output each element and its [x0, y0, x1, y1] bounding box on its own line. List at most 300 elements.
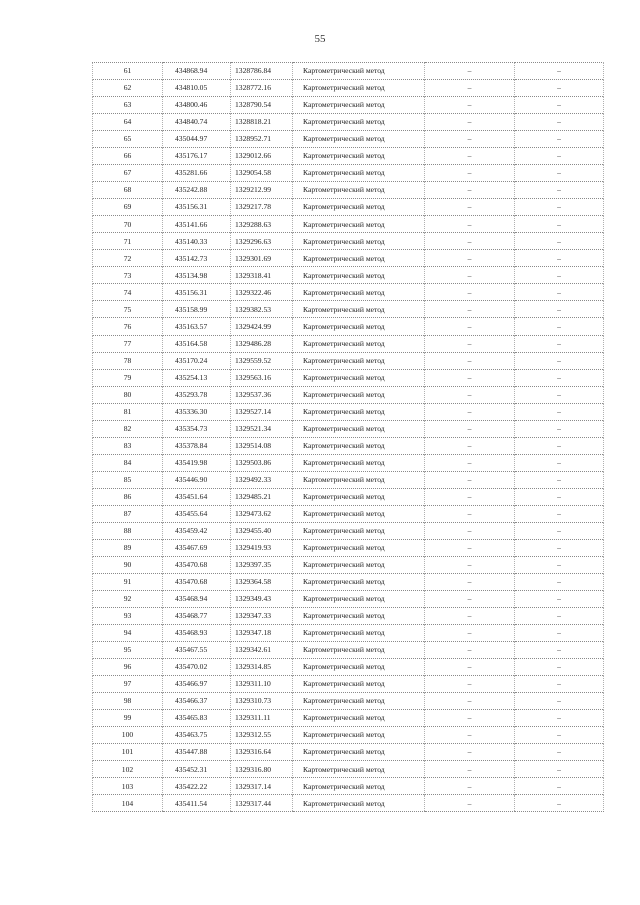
- point-number-cell: 61: [93, 63, 163, 80]
- description-cell: –: [515, 420, 604, 437]
- method-cell: Картометрический метод: [293, 471, 425, 488]
- description-cell: –: [515, 795, 604, 812]
- method-cell: Картометрический метод: [293, 625, 425, 642]
- point-number-cell: 70: [93, 216, 163, 233]
- method-cell: Картометрический метод: [293, 369, 425, 386]
- table-row: [93, 676, 604, 693]
- coordinates-table: [92, 62, 604, 812]
- accuracy-cell: –: [425, 148, 515, 165]
- accuracy-cell: –: [425, 97, 515, 114]
- description-cell: –: [515, 97, 604, 114]
- table-row: [93, 318, 604, 335]
- table-row: [93, 642, 604, 659]
- table-row: [93, 80, 604, 97]
- accuracy-cell: –: [425, 403, 515, 420]
- method-cell: Картометрический метод: [293, 454, 425, 471]
- x-coordinate-cell: 435354.73: [163, 420, 231, 437]
- x-coordinate-cell: 435281.66: [163, 165, 231, 182]
- table-row: [93, 352, 604, 369]
- description-cell: –: [515, 437, 604, 454]
- description-cell: –: [515, 216, 604, 233]
- table-row: [93, 165, 604, 182]
- y-coordinate-cell: 1329397.35: [231, 556, 293, 573]
- point-number-cell: 64: [93, 114, 163, 131]
- accuracy-cell: –: [425, 676, 515, 693]
- method-cell: Картометрический метод: [293, 693, 425, 710]
- y-coordinate-cell: 1329382.53: [231, 301, 293, 318]
- point-number-cell: 89: [93, 539, 163, 556]
- accuracy-cell: –: [425, 625, 515, 642]
- table-row: [93, 114, 604, 131]
- method-cell: Картометрический метод: [293, 386, 425, 403]
- accuracy-cell: –: [425, 522, 515, 539]
- table-row: [93, 659, 604, 676]
- point-number-cell: 63: [93, 97, 163, 114]
- description-cell: –: [515, 352, 604, 369]
- y-coordinate-cell: 1329314.85: [231, 659, 293, 676]
- x-coordinate-cell: 435419.98: [163, 454, 231, 471]
- x-coordinate-cell: 435336.30: [163, 403, 231, 420]
- description-cell: –: [515, 233, 604, 250]
- description-cell: –: [515, 659, 604, 676]
- table-row: [93, 727, 604, 744]
- point-number-cell: 87: [93, 505, 163, 522]
- table-row: [93, 795, 604, 812]
- x-coordinate-cell: 435293.78: [163, 386, 231, 403]
- accuracy-cell: –: [425, 539, 515, 556]
- y-coordinate-cell: 1329316.64: [231, 744, 293, 761]
- description-cell: –: [515, 522, 604, 539]
- point-number-cell: 83: [93, 437, 163, 454]
- method-cell: Картометрический метод: [293, 199, 425, 216]
- point-number-cell: 68: [93, 182, 163, 199]
- y-coordinate-cell: 1329424.99: [231, 318, 293, 335]
- y-coordinate-cell: 1329317.44: [231, 795, 293, 812]
- table-row: [93, 761, 604, 778]
- accuracy-cell: –: [425, 710, 515, 727]
- description-cell: –: [515, 148, 604, 165]
- method-cell: Картометрический метод: [293, 267, 425, 284]
- accuracy-cell: –: [425, 488, 515, 505]
- point-number-cell: 74: [93, 284, 163, 301]
- description-cell: –: [515, 454, 604, 471]
- accuracy-cell: –: [425, 454, 515, 471]
- x-coordinate-cell: 435142.73: [163, 250, 231, 267]
- point-number-cell: 79: [93, 369, 163, 386]
- method-cell: Картометрический метод: [293, 522, 425, 539]
- description-cell: –: [515, 250, 604, 267]
- table-row: [93, 148, 604, 165]
- description-cell: –: [515, 505, 604, 522]
- accuracy-cell: –: [425, 80, 515, 97]
- description-cell: –: [515, 710, 604, 727]
- method-cell: Картометрический метод: [293, 505, 425, 522]
- page-number: 55: [314, 33, 326, 45]
- accuracy-cell: –: [425, 386, 515, 403]
- y-coordinate-cell: 1329527.14: [231, 403, 293, 420]
- point-number-cell: 95: [93, 642, 163, 659]
- y-coordinate-cell: 1329342.61: [231, 642, 293, 659]
- description-cell: –: [515, 284, 604, 301]
- method-cell: Картометрический метод: [293, 795, 425, 812]
- point-number-cell: 72: [93, 250, 163, 267]
- method-cell: Картометрический метод: [293, 233, 425, 250]
- x-coordinate-cell: 435141.66: [163, 216, 231, 233]
- point-number-cell: 92: [93, 590, 163, 607]
- description-cell: –: [515, 403, 604, 420]
- method-cell: Картометрический метод: [293, 556, 425, 573]
- y-coordinate-cell: 1329364.58: [231, 573, 293, 590]
- x-coordinate-cell: 435470.68: [163, 573, 231, 590]
- method-cell: Картометрический метод: [293, 573, 425, 590]
- method-cell: Картометрический метод: [293, 659, 425, 676]
- description-cell: –: [515, 114, 604, 131]
- method-cell: Картометрический метод: [293, 80, 425, 97]
- y-coordinate-cell: 1329312.55: [231, 727, 293, 744]
- point-number-cell: 78: [93, 352, 163, 369]
- method-cell: Картометрический метод: [293, 676, 425, 693]
- accuracy-cell: –: [425, 642, 515, 659]
- table-row: [93, 284, 604, 301]
- point-number-cell: 84: [93, 454, 163, 471]
- table-row: [93, 539, 604, 556]
- point-number-cell: 62: [93, 80, 163, 97]
- y-coordinate-cell: 1329316.80: [231, 761, 293, 778]
- y-coordinate-cell: 1329347.33: [231, 608, 293, 625]
- point-number-cell: 69: [93, 199, 163, 216]
- description-cell: –: [515, 80, 604, 97]
- table-row: [93, 267, 604, 284]
- x-coordinate-cell: 435254.13: [163, 369, 231, 386]
- x-coordinate-cell: 435164.58: [163, 335, 231, 352]
- accuracy-cell: –: [425, 301, 515, 318]
- table-row: [93, 505, 604, 522]
- description-cell: –: [515, 165, 604, 182]
- accuracy-cell: –: [425, 744, 515, 761]
- table-row: [93, 778, 604, 795]
- y-coordinate-cell: 1329559.52: [231, 352, 293, 369]
- accuracy-cell: –: [425, 250, 515, 267]
- method-cell: Картометрический метод: [293, 744, 425, 761]
- y-coordinate-cell: 1329212.99: [231, 182, 293, 199]
- accuracy-cell: –: [425, 556, 515, 573]
- x-coordinate-cell: 435378.84: [163, 437, 231, 454]
- method-cell: Картометрический метод: [293, 437, 425, 454]
- y-coordinate-cell: 1328818.21: [231, 114, 293, 131]
- accuracy-cell: –: [425, 727, 515, 744]
- x-coordinate-cell: 435422.22: [163, 778, 231, 795]
- table-row: [93, 199, 604, 216]
- x-coordinate-cell: 435470.68: [163, 556, 231, 573]
- accuracy-cell: –: [425, 778, 515, 795]
- table-row: [93, 301, 604, 318]
- description-cell: –: [515, 573, 604, 590]
- description-cell: –: [515, 625, 604, 642]
- accuracy-cell: –: [425, 165, 515, 182]
- accuracy-cell: –: [425, 573, 515, 590]
- point-number-cell: 73: [93, 267, 163, 284]
- description-cell: –: [515, 301, 604, 318]
- accuracy-cell: –: [425, 335, 515, 352]
- point-number-cell: 81: [93, 403, 163, 420]
- description-cell: –: [515, 318, 604, 335]
- description-cell: –: [515, 778, 604, 795]
- x-coordinate-cell: 435156.31: [163, 199, 231, 216]
- description-cell: –: [515, 63, 604, 80]
- x-coordinate-cell: 435465.83: [163, 710, 231, 727]
- table-row: [93, 233, 604, 250]
- y-coordinate-cell: 1329217.78: [231, 199, 293, 216]
- x-coordinate-cell: 435140.33: [163, 233, 231, 250]
- y-coordinate-cell: 1329311.10: [231, 676, 293, 693]
- method-cell: Картометрический метод: [293, 284, 425, 301]
- point-number-cell: 103: [93, 778, 163, 795]
- table-row: [93, 710, 604, 727]
- table-row: [93, 97, 604, 114]
- x-coordinate-cell: 435242.88: [163, 182, 231, 199]
- point-number-cell: 65: [93, 131, 163, 148]
- accuracy-cell: –: [425, 199, 515, 216]
- y-coordinate-cell: 1328772.16: [231, 80, 293, 97]
- table-row: [93, 488, 604, 505]
- x-coordinate-cell: 435447.88: [163, 744, 231, 761]
- y-coordinate-cell: 1329521.34: [231, 420, 293, 437]
- table-row: [93, 693, 604, 710]
- accuracy-cell: –: [425, 608, 515, 625]
- method-cell: Картометрический метод: [293, 301, 425, 318]
- point-number-cell: 88: [93, 522, 163, 539]
- point-number-cell: 96: [93, 659, 163, 676]
- x-coordinate-cell: 434800.46: [163, 97, 231, 114]
- point-number-cell: 75: [93, 301, 163, 318]
- table-row: [93, 590, 604, 607]
- table-row: [93, 625, 604, 642]
- accuracy-cell: –: [425, 420, 515, 437]
- description-cell: –: [515, 642, 604, 659]
- description-cell: –: [515, 608, 604, 625]
- table-row: [93, 471, 604, 488]
- point-number-cell: 77: [93, 335, 163, 352]
- accuracy-cell: –: [425, 471, 515, 488]
- method-cell: Картометрический метод: [293, 335, 425, 352]
- table-row: [93, 131, 604, 148]
- method-cell: Картометрический метод: [293, 63, 425, 80]
- y-coordinate-cell: 1329318.41: [231, 267, 293, 284]
- method-cell: Картометрический метод: [293, 182, 425, 199]
- description-cell: –: [515, 727, 604, 744]
- x-coordinate-cell: 435467.69: [163, 539, 231, 556]
- table-row: [93, 573, 604, 590]
- method-cell: Картометрический метод: [293, 250, 425, 267]
- point-number-cell: 91: [93, 573, 163, 590]
- y-coordinate-cell: 1329492.33: [231, 471, 293, 488]
- point-number-cell: 93: [93, 608, 163, 625]
- table-row: [93, 386, 604, 403]
- method-cell: Картометрический метод: [293, 131, 425, 148]
- x-coordinate-cell: 434868.94: [163, 63, 231, 80]
- x-coordinate-cell: 435156.31: [163, 284, 231, 301]
- table-row: [93, 216, 604, 233]
- description-cell: –: [515, 267, 604, 284]
- method-cell: Картометрический метод: [293, 642, 425, 659]
- point-number-cell: 66: [93, 148, 163, 165]
- y-coordinate-cell: 1329537.36: [231, 386, 293, 403]
- x-coordinate-cell: 435463.75: [163, 727, 231, 744]
- y-coordinate-cell: 1329473.62: [231, 505, 293, 522]
- point-number-cell: 100: [93, 727, 163, 744]
- x-coordinate-cell: 435466.97: [163, 676, 231, 693]
- description-cell: –: [515, 471, 604, 488]
- y-coordinate-cell: 1329503.86: [231, 454, 293, 471]
- description-cell: –: [515, 693, 604, 710]
- x-coordinate-cell: 435467.55: [163, 642, 231, 659]
- table-row: [93, 63, 604, 80]
- x-coordinate-cell: 435134.98: [163, 267, 231, 284]
- description-cell: –: [515, 488, 604, 505]
- table-row: [93, 608, 604, 625]
- point-number-cell: 102: [93, 761, 163, 778]
- y-coordinate-cell: 1329485.21: [231, 488, 293, 505]
- point-number-cell: 99: [93, 710, 163, 727]
- method-cell: Картометрический метод: [293, 352, 425, 369]
- point-number-cell: 67: [93, 165, 163, 182]
- y-coordinate-cell: 1329054.58: [231, 165, 293, 182]
- x-coordinate-cell: 435158.99: [163, 301, 231, 318]
- accuracy-cell: –: [425, 63, 515, 80]
- accuracy-cell: –: [425, 369, 515, 386]
- x-coordinate-cell: 435468.93: [163, 625, 231, 642]
- method-cell: Картометрический метод: [293, 97, 425, 114]
- accuracy-cell: –: [425, 590, 515, 607]
- x-coordinate-cell: 435459.42: [163, 522, 231, 539]
- x-coordinate-cell: 435468.77: [163, 608, 231, 625]
- x-coordinate-cell: 435455.64: [163, 505, 231, 522]
- table-row: [93, 335, 604, 352]
- point-number-cell: 80: [93, 386, 163, 403]
- point-number-cell: 98: [93, 693, 163, 710]
- method-cell: Картометрический метод: [293, 539, 425, 556]
- y-coordinate-cell: 1328790.54: [231, 97, 293, 114]
- method-cell: Картометрический метод: [293, 710, 425, 727]
- y-coordinate-cell: 1329301.69: [231, 250, 293, 267]
- y-coordinate-cell: 1329419.93: [231, 539, 293, 556]
- coordinates-table-body: [93, 63, 604, 812]
- accuracy-cell: –: [425, 659, 515, 676]
- accuracy-cell: –: [425, 216, 515, 233]
- y-coordinate-cell: 1328952.71: [231, 131, 293, 148]
- table-row: [93, 182, 604, 199]
- description-cell: –: [515, 386, 604, 403]
- accuracy-cell: –: [425, 284, 515, 301]
- point-number-cell: 86: [93, 488, 163, 505]
- y-coordinate-cell: 1329563.16: [231, 369, 293, 386]
- accuracy-cell: –: [425, 505, 515, 522]
- method-cell: Картометрический метод: [293, 590, 425, 607]
- y-coordinate-cell: 1329311.11: [231, 710, 293, 727]
- x-coordinate-cell: 434810.05: [163, 80, 231, 97]
- y-coordinate-cell: 1329455.40: [231, 522, 293, 539]
- method-cell: Картометрический метод: [293, 403, 425, 420]
- description-cell: –: [515, 182, 604, 199]
- y-coordinate-cell: 1329349.43: [231, 590, 293, 607]
- y-coordinate-cell: 1329514.08: [231, 437, 293, 454]
- point-number-cell: 71: [93, 233, 163, 250]
- description-cell: –: [515, 590, 604, 607]
- table-row: [93, 454, 604, 471]
- table-row: [93, 744, 604, 761]
- x-coordinate-cell: 435163.57: [163, 318, 231, 335]
- description-cell: –: [515, 539, 604, 556]
- point-number-cell: 90: [93, 556, 163, 573]
- description-cell: –: [515, 676, 604, 693]
- accuracy-cell: –: [425, 233, 515, 250]
- x-coordinate-cell: 435466.37: [163, 693, 231, 710]
- table-row: [93, 369, 604, 386]
- x-coordinate-cell: 435170.24: [163, 352, 231, 369]
- method-cell: Картометрический метод: [293, 216, 425, 233]
- y-coordinate-cell: 1329012.66: [231, 148, 293, 165]
- description-cell: –: [515, 744, 604, 761]
- y-coordinate-cell: 1329310.73: [231, 693, 293, 710]
- y-coordinate-cell: 1328786.84: [231, 63, 293, 80]
- description-cell: –: [515, 335, 604, 352]
- accuracy-cell: –: [425, 437, 515, 454]
- point-number-cell: 82: [93, 420, 163, 437]
- point-number-cell: 101: [93, 744, 163, 761]
- point-number-cell: 104: [93, 795, 163, 812]
- x-coordinate-cell: 435044.97: [163, 131, 231, 148]
- y-coordinate-cell: 1329288.63: [231, 216, 293, 233]
- accuracy-cell: –: [425, 114, 515, 131]
- table-row: [93, 556, 604, 573]
- y-coordinate-cell: 1329296.63: [231, 233, 293, 250]
- method-cell: Картометрический метод: [293, 727, 425, 744]
- table-row: [93, 403, 604, 420]
- point-number-cell: 85: [93, 471, 163, 488]
- method-cell: Картометрический метод: [293, 114, 425, 131]
- x-coordinate-cell: 435468.94: [163, 590, 231, 607]
- description-cell: –: [515, 199, 604, 216]
- description-cell: –: [515, 131, 604, 148]
- method-cell: Картометрический метод: [293, 165, 425, 182]
- x-coordinate-cell: 435452.31: [163, 761, 231, 778]
- x-coordinate-cell: 435446.90: [163, 471, 231, 488]
- method-cell: Картометрический метод: [293, 420, 425, 437]
- method-cell: Картометрический метод: [293, 778, 425, 795]
- accuracy-cell: –: [425, 761, 515, 778]
- method-cell: Картометрический метод: [293, 488, 425, 505]
- accuracy-cell: –: [425, 318, 515, 335]
- description-cell: –: [515, 761, 604, 778]
- accuracy-cell: –: [425, 795, 515, 812]
- method-cell: Картометрический метод: [293, 318, 425, 335]
- point-number-cell: 97: [93, 676, 163, 693]
- x-coordinate-cell: 435176.17: [163, 148, 231, 165]
- y-coordinate-cell: 1329347.18: [231, 625, 293, 642]
- y-coordinate-cell: 1329317.14: [231, 778, 293, 795]
- description-cell: –: [515, 369, 604, 386]
- accuracy-cell: –: [425, 693, 515, 710]
- description-cell: –: [515, 556, 604, 573]
- accuracy-cell: –: [425, 352, 515, 369]
- method-cell: Картометрический метод: [293, 148, 425, 165]
- x-coordinate-cell: 435411.54: [163, 795, 231, 812]
- table-row: [93, 522, 604, 539]
- x-coordinate-cell: 435451.64: [163, 488, 231, 505]
- x-coordinate-cell: 434840.74: [163, 114, 231, 131]
- y-coordinate-cell: 1329486.28: [231, 335, 293, 352]
- table-row: [93, 437, 604, 454]
